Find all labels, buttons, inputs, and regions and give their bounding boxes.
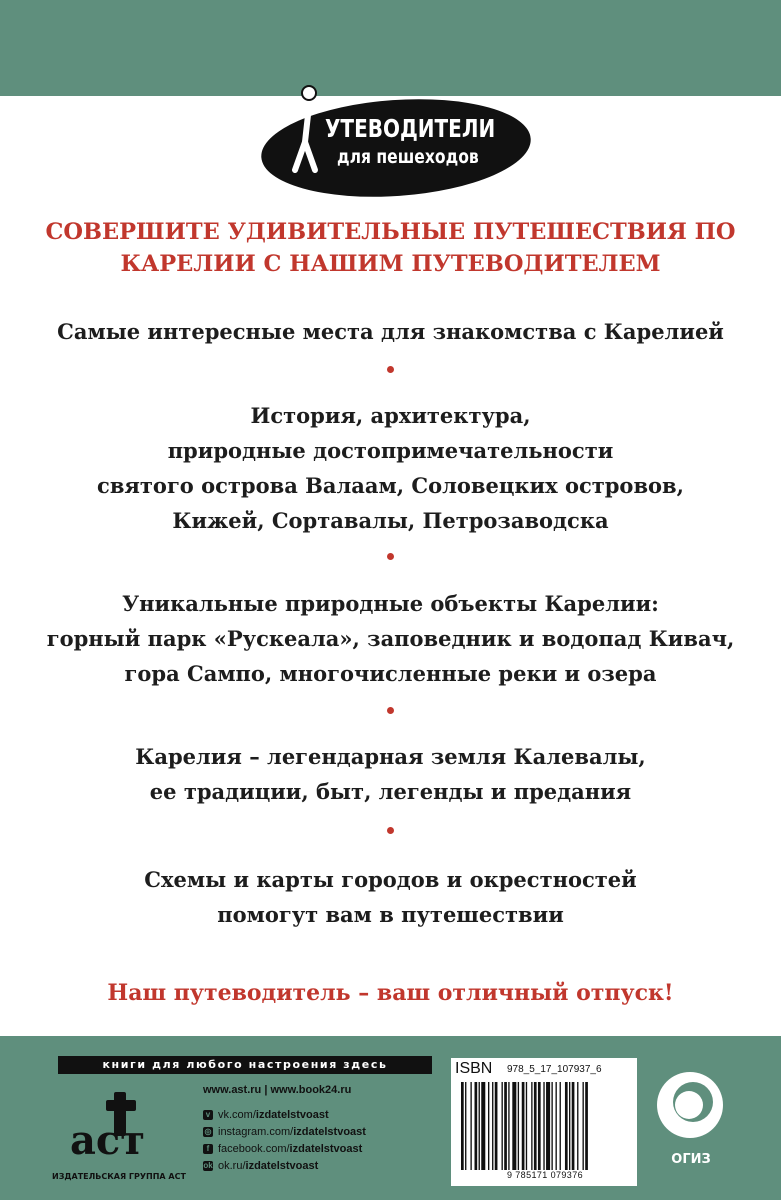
barcode-bar: [475, 1082, 478, 1170]
slogan: Наш путеводитель – ваш отличный отпуск!: [107, 980, 674, 1006]
social-links: [203, 1106, 366, 1174]
feature-line: помогут вам в путешествии: [217, 902, 564, 927]
feature-line: горный парк «Рускеала», заповедник и водопад Кивач,: [46, 626, 735, 651]
barcode-bar: [565, 1082, 568, 1170]
feature-line: природные достопримечательности: [167, 438, 614, 463]
social-prefix: ok.ru/: [218, 1159, 246, 1172]
isbn-label: ISBN: [455, 1060, 493, 1077]
barcode-bar: [572, 1082, 575, 1170]
feature-block-3: [0, 586, 781, 691]
barcode-bar: [502, 1082, 503, 1170]
tagline: книги для любого настроения здесь: [58, 1056, 432, 1074]
feature-block-2: [0, 398, 781, 538]
social-handle: izdatelstvoast: [293, 1125, 366, 1138]
feature-line: гора Сампо, многочисленные реки и озера: [124, 661, 657, 686]
social-prefix: facebook.com/: [218, 1142, 290, 1155]
barcode-bar: [481, 1082, 485, 1170]
ast-logo: [66, 1086, 152, 1166]
barcode-bar: [465, 1082, 466, 1170]
social-prefix: vk.com/: [218, 1108, 256, 1121]
barcode-bar: [488, 1082, 489, 1170]
bullet-dot: [387, 827, 394, 834]
feature-line: Схемы и карты городов и окрестностей: [144, 867, 637, 892]
barcode-bar: [560, 1082, 561, 1170]
barcode-bar: [531, 1082, 532, 1170]
barcode-bar: [522, 1082, 525, 1170]
facebook-icon: f: [203, 1144, 213, 1154]
barcode-bar: [526, 1082, 527, 1170]
ast-caption: ИЗДАТЕЛЬСКАЯ ГРУППА АСТ: [52, 1172, 186, 1181]
barcode-bar: [569, 1082, 570, 1170]
isbn-box: [451, 1058, 637, 1186]
series-logo: [255, 84, 535, 204]
barcode-bar: [577, 1082, 578, 1170]
barcode-bar: [461, 1082, 464, 1170]
barcode-bar: [512, 1082, 516, 1170]
feature-line: Кижей, Сортавалы, Петрозаводска: [172, 508, 609, 533]
barcode-bar: [551, 1082, 552, 1170]
feature-line: Уникальные природные объекты Карелии:: [122, 591, 659, 616]
isbn-number: 978_5_17_107937_6: [507, 1064, 602, 1075]
feature-line: Карелия – легендарная земля Калевалы,: [135, 744, 646, 769]
social-handle: izdatelstvoast: [289, 1142, 363, 1155]
barcode-bar: [492, 1082, 493, 1170]
top-color-band: [0, 0, 781, 96]
bullet-dot: [387, 553, 394, 560]
feature-line: святого острова Валаам, Соловецких островов,: [97, 473, 684, 498]
headline-line-2: КАРЕЛИИ С НАШИМ ПУТЕВОДИТЕЛЕМ: [120, 251, 661, 277]
feature-block-5: [0, 862, 781, 932]
ean-number: 9 785171 079376: [506, 1170, 584, 1180]
vk-icon: v: [203, 1110, 213, 1120]
headline-line-1: СОВЕРШИТЕ УДИВИТЕЛЬНЫЕ ПУТЕШЕСТВИЯ ПО: [45, 219, 736, 245]
logo-line-1: УТЕВОДИТЕЛИ: [325, 114, 496, 143]
headline: [0, 216, 781, 280]
logo-line-2: для пешеходов: [337, 146, 479, 168]
social-prefix: instagram.com/: [218, 1125, 294, 1138]
barcode-bar: [508, 1082, 509, 1170]
walker-icon: [281, 84, 331, 174]
social-ok: [203, 1157, 366, 1174]
barcode-bar: [479, 1082, 480, 1170]
websites: www.ast.ru | www.book24.ru: [203, 1084, 352, 1096]
social-handle: izdatelstvoast: [245, 1159, 319, 1172]
bullet-dot: [387, 707, 394, 714]
feature-block-4: [0, 739, 781, 809]
ok-icon: ok: [203, 1160, 213, 1170]
barcode-bar: [585, 1082, 588, 1170]
feature-line: ее традиции, быт, легенды и предания: [149, 779, 632, 804]
barcode-bar: [543, 1082, 544, 1170]
bullet-dot: [387, 366, 394, 373]
instagram-icon: ◎: [204, 1126, 212, 1136]
ogiz-label: ОГИЗ: [671, 1152, 711, 1167]
ogiz-logo-icon: [655, 1070, 725, 1140]
barcode-bar: [583, 1082, 584, 1170]
barcode: [459, 1082, 631, 1170]
barcode-bar: [518, 1082, 519, 1170]
barcode-bar: [538, 1082, 541, 1170]
barcode-bar: [470, 1082, 471, 1170]
barcode-bar: [546, 1082, 550, 1170]
feature-block-1: [0, 314, 781, 349]
barcode-bar: [504, 1082, 507, 1170]
social-instagram: [203, 1123, 366, 1140]
barcode-bar: [495, 1082, 498, 1170]
ast-logo-text: аст: [70, 1117, 146, 1164]
barcode-bar: [556, 1082, 557, 1170]
social-handle: izdatelstvoast: [255, 1108, 329, 1121]
social-vk: [203, 1106, 366, 1123]
feature-line: История, архитектура,: [250, 403, 531, 428]
feature-line: Самые интересные места для знакомства с Карелией: [57, 319, 724, 344]
social-facebook: [203, 1140, 366, 1157]
barcode-bar: [534, 1082, 537, 1170]
